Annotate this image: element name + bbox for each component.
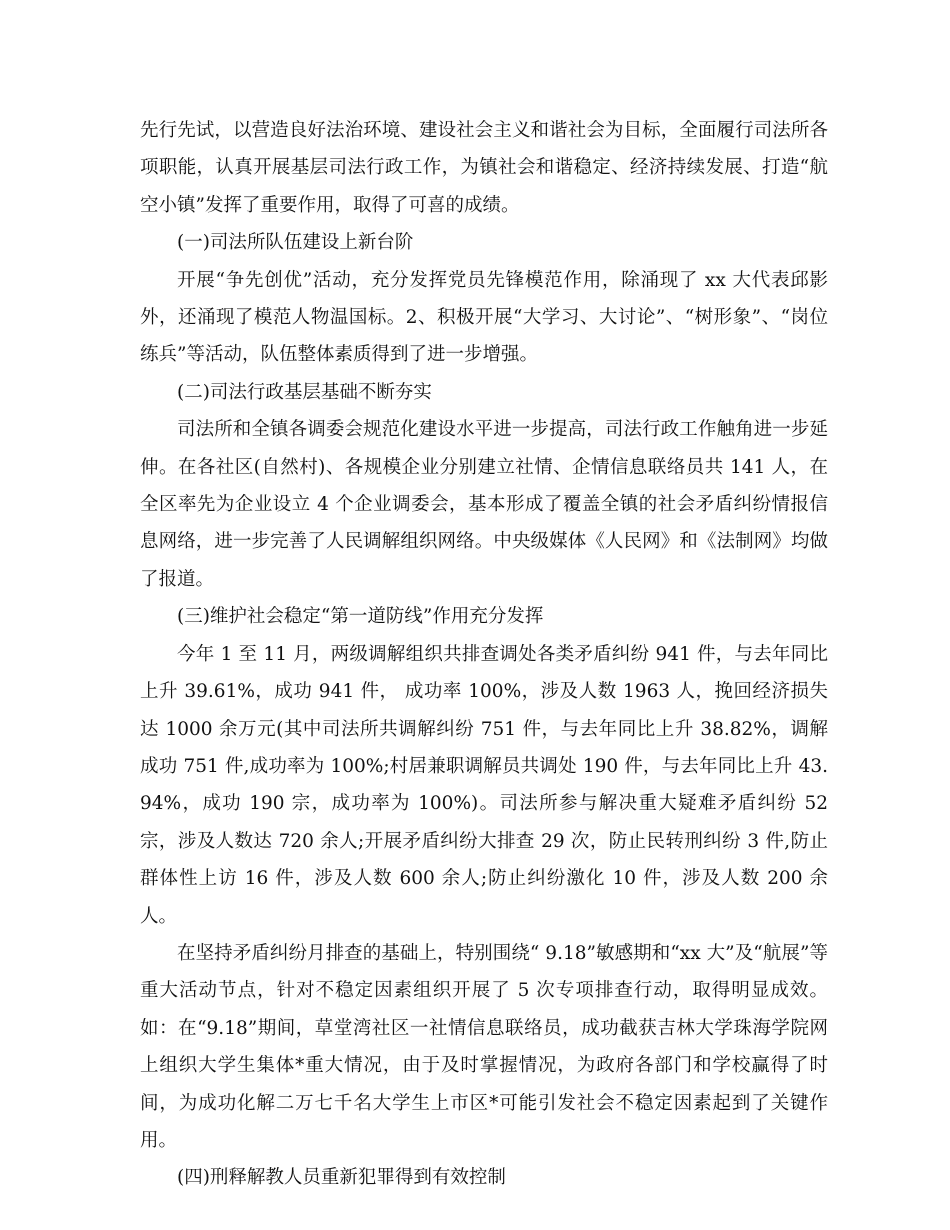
paragraph-mediation-stats: 今年 1 至 11 月，两级调解组织共排查调处各类矛盾纠纷 941 件，与去年同比上升 39.61%，成功 941 件， 成功率 100%，涉及人数 1963 人，挽回经济损失达 1000 余万元(其中司法所共调解纠纷 751 件，与去年同比上升 38.82%，调解成功 751 件,成功率为 100%;村居兼职调解员共调处 190 件，与去年同比上升 43.94%，成功 190 宗，成功率为 100%)。司法所参与解决重大疑难矛盾纠纷 52 宗，涉及人数达 720 余人;开展矛盾纠纷大排查 29 次，防止民转刑纠纷 3 件,防止群体性上访 16 件，涉及人数 600 余人;防止纠纷激化 10 件，涉及人数 200 余人。 xyxy=(140,643,828,927)
paragraph-investigation: 在坚持矛盾纠纷月排查的基础上，特别围绕“ 9.18”敏感期和“xx 大”及“航展”等重大活动节点，针对不稳定因素组织开展了 5 次专项排查行动，取得明显成效。如：在“9.18”期间，草堂湾社区一社情信息联络员，成功截获吉林大学珠海学院网上组织大学生集体*重大情况，由于及时掌握情况，为政府各部门和学校赢得了时间，为成功化解二万七千名大学生上市区*可能引发社会不稳定因素起到了关键作用。 xyxy=(140,942,828,1151)
document-page xyxy=(140,112,828,1197)
section-heading-1: (一)司法所队伍建设上新台阶 xyxy=(177,232,414,254)
section-heading-4: (四)刑释解教人员重新犯罪得到有效控制 xyxy=(177,1167,506,1189)
section-heading-2: (二)司法行政基层基础不断夯实 xyxy=(177,381,432,403)
paragraph-intro: 先行先试，以营造良好法治环境、建设社会主义和谐社会为目标，全面履行司法所各项职能，认真开展基层司法行政工作，为镇社会和谐稳定、经济持续发展、打造“航空小镇”发挥了重要作用，取得了可喜的成绩。 xyxy=(140,120,828,216)
paragraph-grassroots: 司法所和全镇各调委会规范化建设水平进一步提高，司法行政工作触角进一步延伸。在各社区(自然村)、各规模企业分别建立社情、企情信息联络员共 141 人，在全区率先为企业设立 4 个企业调委会，基本形成了覆盖全镇的社会矛盾纠纷情报信息网络，进一步完善了人民调解组织网络。中央级媒体《人民网》和《法制网》均做了报道。 xyxy=(140,419,828,590)
paragraph-team-building: 开展“争先创优”活动，充分发挥党员先锋模范作用，除涌现了 xx 大代表邱影外，还涌现了模范人物温国标。2、积极开展“大学习、大讨论”、“树形象”、“岗位练兵”等活动，队伍整体素质得到了进一步增强。 xyxy=(140,269,828,366)
section-heading-3: (三)维护社会稳定“第一道防线”作用充分发挥 xyxy=(177,606,544,628)
